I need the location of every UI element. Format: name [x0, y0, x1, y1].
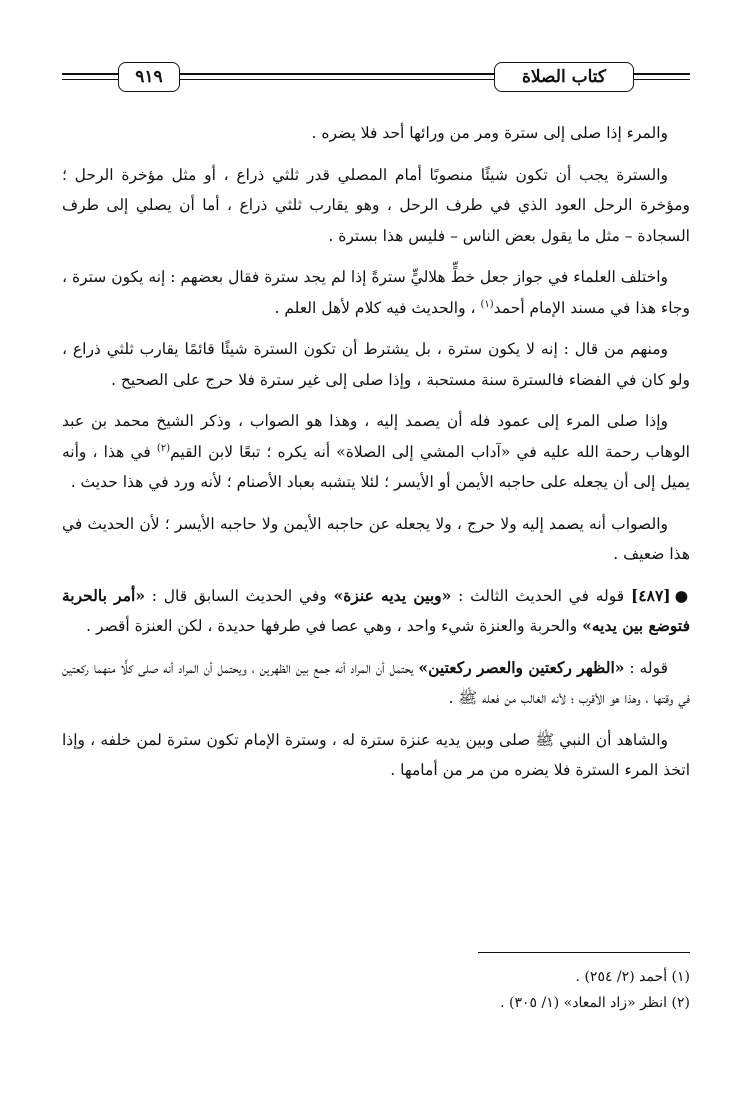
paragraph-text: وإذا صلى المرء إلى عمود فله أن يصمد إليه ، وهذا هو الصواب ، وذكر الشيخ محمد بن عبد الوهاب رحمة الله عليه في «آداب المشي إلى الصلاة» أنه يكره ؛ تبعًا لابن القيم	[62, 412, 690, 461]
hadith-quote: «أمر بالحربة فتوضع بين يديه»	[62, 585, 690, 635]
paragraph	[62, 406, 690, 498]
paragraph: والمرء إذا صلى إلى سترة ومر من ورائها أحد فلا يضره .	[311, 124, 668, 142]
paragraph: ومنهم من قال : إنه لا يكون سترة ، بل يشترط أن تكون السترة شيئًا قائمًا يقارب ثلثي ذراع ، ولو كان في الفضاء فالسترة سنة مستحبة ، وإذا صلى إلى غير سترة فلا حرج على الصحيح .	[62, 340, 690, 389]
footnote: (٢) انظر «زاد المعاد» (١/ ٣٠٥) .	[500, 995, 690, 1011]
footnotes	[62, 964, 690, 1016]
paragraph: والشاهد أن النبي ﷺ صلى وبين يديه عنزة سترة له ، وسترة الإمام تكون سترة لمن خلفه ، وإذا اتخذ المرء السترة فلا يضره من مر من أمامها .	[62, 730, 690, 779]
hadith-number: [٤٨٧]	[630, 585, 671, 605]
paragraph-text: قوله في الحديث الثالث :	[451, 586, 631, 605]
chapter-title: كتاب الصلاة	[494, 62, 634, 92]
paragraph: والسترة يجب أن تكون شيئًا منصوبًا أمام المصلي قدر ثلثي ذراع ، أو مثل مؤخرة الرحل ؛ ومؤخرة الرحل العود الذي في طرف الرحل ، وهو يقارب ثلثي ذراع ، أما أن يصلي إلى طرف السجادة – مثل ما يقول بعض الناس – فليس هذا بسترة .	[62, 165, 690, 245]
paragraph-text: واختلف العلماء في جواز جعل خطٍّ هلاليٍّ سترةً إذا لم يجد سترة فقال بعضهم : إنه يكون سترة ، وجاء هذا في مسند الإمام أحمد	[62, 268, 690, 317]
paragraph	[62, 262, 690, 323]
paragraph-text: ، والحديث فيه كلام لأهل العلم .	[274, 298, 481, 317]
header-rule-left-top	[62, 73, 118, 75]
page-header	[62, 52, 690, 102]
footnote-ref: (١)	[480, 298, 494, 310]
footnote-ref: (٢)	[156, 442, 171, 454]
book-page	[62, 52, 690, 1082]
paragraph	[62, 653, 690, 714]
header-rule-middle-bottom	[180, 79, 494, 80]
paragraph-text: في هذا ، وأنه يميل إلى أن يجعله على حاجبه الأيمن أو الأيسر ؛ لئلا يتشبه بعباد الأصنام ؛ لأنه ورد في هذا حديث .	[62, 442, 690, 491]
footnote: (١) أحمد (٢/ ٢٥٤) .	[575, 969, 690, 985]
paragraph-text: والحربة والعنزة شيء واحد ، وهي عصا في طرفها حديدة ، لكن العنزة أقصر .	[86, 617, 583, 635]
header-rule-right-top	[634, 73, 690, 75]
header-rule-right-bottom	[634, 79, 690, 80]
page-number: ٩١٩	[118, 62, 180, 92]
footnote-divider	[478, 952, 690, 953]
paragraph-text: وفي الحديث السابق قال :	[145, 586, 334, 605]
paragraph-hadith-487	[62, 581, 690, 642]
page-body	[62, 118, 690, 797]
paragraph-text: يحتمل أن المراد أنه جمع بين الظهرين ، ويحتمل أن المراد أنه صلى كلًّا منهما ركعتين في وقتها ، وهذا هو الأقرب ؛ لأنه الغالب من فعله ﷺ .	[62, 658, 690, 707]
header-rule-left-bottom	[62, 79, 118, 80]
paragraph-text: قوله :	[624, 658, 668, 677]
hadith-quote: «الظهر ركعتين والعصر ركعتين»	[418, 657, 625, 677]
bullet-icon: ●	[674, 585, 690, 605]
paragraph: والصواب أنه يصمد إليه ولا حرج ، ولا يجعله عن حاجبه الأيمن ولا حاجبه الأيسر ؛ لأن الحديث في هذا ضعيف .	[62, 514, 690, 563]
header-rule-middle-top	[180, 73, 494, 75]
hadith-quote: «وبين يديه عنزة»	[333, 585, 452, 605]
